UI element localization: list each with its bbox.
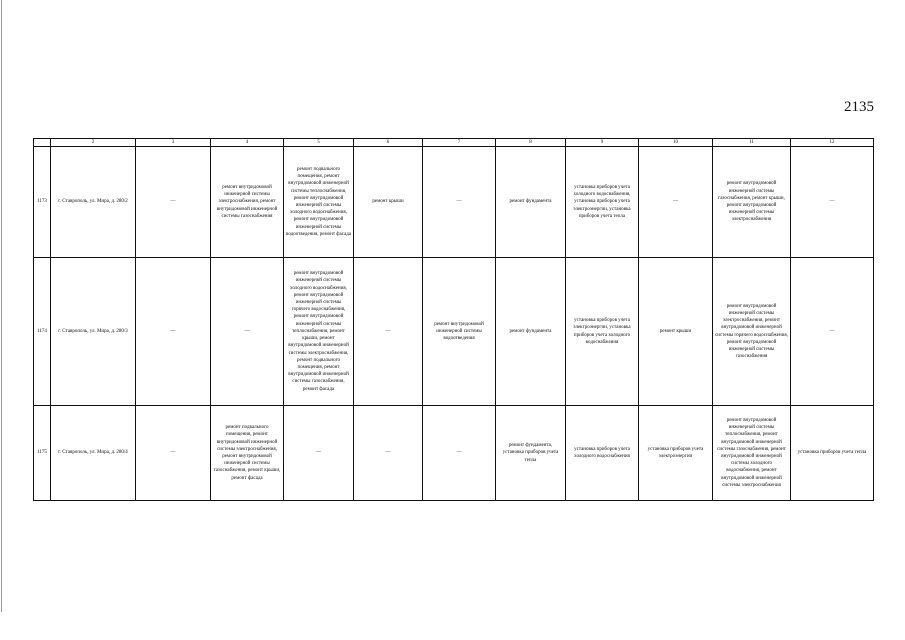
work-cell: ремонт крыши xyxy=(354,147,423,258)
row-number-cell: 1173 xyxy=(34,147,51,258)
address-cell: г. Ставрополь, ул. Мира, д. 280/4 xyxy=(51,406,136,501)
work-cell: ремонт подвального помещения, ремонт внутридомовой инженерной системы теплоснабжения, ремонт внутридомовой инженерной системы холодного водоснабжения, ремонт внутридомовой инженерной системы водоотведения, ремонт фасада xyxy=(284,147,354,258)
work-cell: ремонт фундамента, установка приборов учета тепла xyxy=(496,406,566,501)
table-header-row xyxy=(34,139,874,147)
table-row xyxy=(34,147,874,258)
table-header-cell: 7 xyxy=(423,139,496,147)
page-number: 2135 xyxy=(844,99,874,115)
table-header-cell: 3 xyxy=(136,139,211,147)
table-row xyxy=(34,406,874,501)
work-cell: ремонт внутридомовой инженерной системы теплоснабжения, ремонт внутридомовой инженерной системы газоснабжения, ремонт внутридомовой инженерной системы холодного водоснабжения, ремонт внутридомовой инженерной системы электроснабжения xyxy=(713,406,791,501)
work-cell: — xyxy=(354,258,423,406)
table-header-cell-blank xyxy=(34,139,51,147)
table-header-cell: 6 xyxy=(354,139,423,147)
table-header-cell: 12 xyxy=(791,139,874,147)
work-cell: установка приборов учета электроэнергии, установка приборов учета холодного водоснабжения xyxy=(566,258,639,406)
row-number-cell: 1175 xyxy=(34,406,51,501)
table-header-cell: 11 xyxy=(713,139,791,147)
work-cell: ремонт подвального помещения, ремонт внутридомовой инженерной системы электроснабжения, ремонт внутридомовой инженерной системы газоснабжения, ремонт крыши, ремонт фасада xyxy=(211,406,284,501)
works-table xyxy=(33,138,874,501)
scan-edge-line xyxy=(1,0,2,612)
work-cell: — xyxy=(136,406,211,501)
work-cell: — xyxy=(354,406,423,501)
work-cell: ремонт внутридомовой инженерной системы газоснабжения, ремонт крыши, ремонт внутридомовой инженерной системы электроснабжения xyxy=(713,147,791,258)
row-number-cell: 1174 xyxy=(34,258,51,406)
table-row xyxy=(34,258,874,406)
work-cell: ремонт крыши xyxy=(639,258,713,406)
work-cell: ремонт фундамента xyxy=(496,258,566,406)
work-cell: — xyxy=(791,147,874,258)
table-header-cell: 8 xyxy=(496,139,566,147)
work-cell: установка приборов учета тепла xyxy=(791,406,874,501)
work-cell: установка приборов учета электроэнергии xyxy=(639,406,713,501)
work-cell: — xyxy=(791,258,874,406)
work-cell: ремонт внутридомовой инженерной системы электроснабжения, ремонт внутридомовой инженерной системы горячего водоснабжения, ремонт внутридомовой инженерной системы газоснабжения xyxy=(713,258,791,406)
work-cell: — xyxy=(211,258,284,406)
work-cell: ремонт внутридомовой инженерной системы водоотведения xyxy=(423,258,496,406)
work-cell: установка приборов учета холодного водоснабжения, установка приборов учета электроэнергии, установка приборов учета тепла xyxy=(566,147,639,258)
work-cell: установка приборов учета холодного водоснабжения xyxy=(566,406,639,501)
work-cell: — xyxy=(136,147,211,258)
table-header-cell: 10 xyxy=(639,139,713,147)
work-cell: — xyxy=(136,258,211,406)
work-cell: — xyxy=(423,147,496,258)
address-cell: г. Ставрополь, ул. Мира, д. 280/3 xyxy=(51,258,136,406)
address-cell: г. Ставрополь, ул. Мира, д. 280/2 xyxy=(51,147,136,258)
table-header-cell: 9 xyxy=(566,139,639,147)
work-cell: — xyxy=(639,147,713,258)
work-cell: — xyxy=(423,406,496,501)
work-cell: ремонт внутридомовой инженерной системы холодного водоснабжения, ремонт внутридомовой инженерной системы горячего водоснабжения, ремонт внутридомовой инженерной системы теплоснабжения, ремонт крыши, ремонт внутридомовой инженерной системы электроснабжения, ремонт подвального помещения, ремонт внутридомовой инженерной системы газоснабжения, ремонт фасада xyxy=(284,258,354,406)
work-cell: ремонт фундамента xyxy=(496,147,566,258)
work-cell: — xyxy=(284,406,354,501)
work-cell: ремонт внутридомовой инженерной системы электроснабжения, ремонт внутридомовой инженерной системы газоснабжения xyxy=(211,147,284,258)
table-header-cell: 4 xyxy=(211,139,284,147)
table-header-cell: 2 xyxy=(51,139,136,147)
table-header-cell: 5 xyxy=(284,139,354,147)
